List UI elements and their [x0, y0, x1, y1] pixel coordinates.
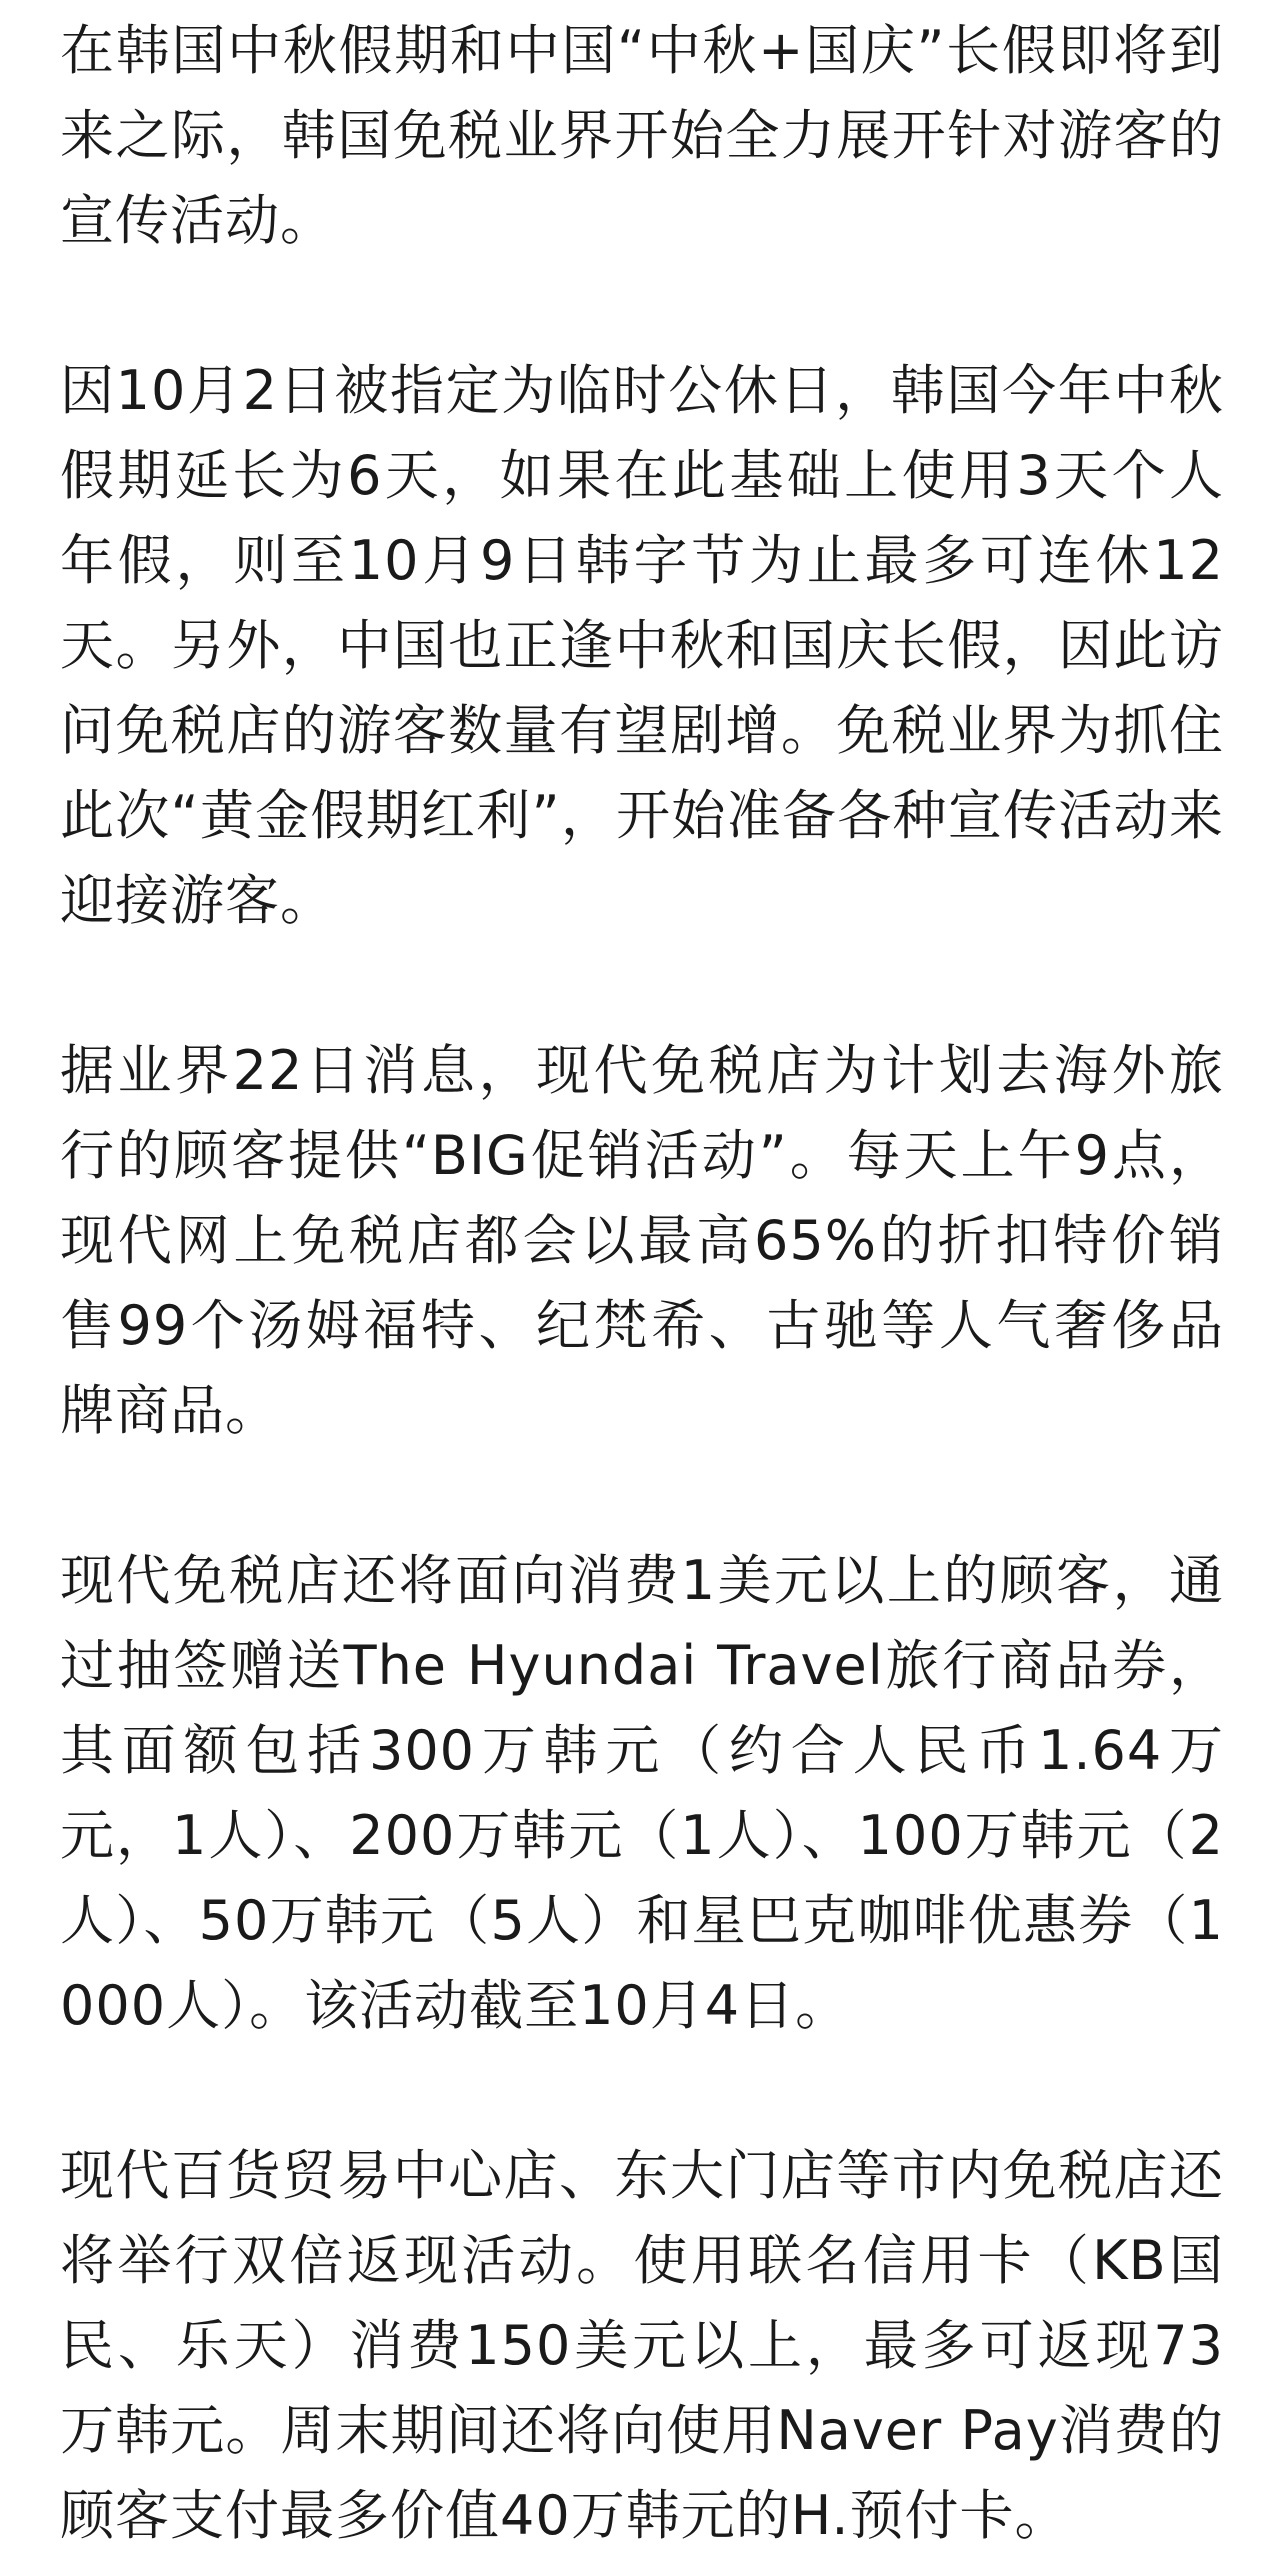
- paragraph-holiday: 因10月2日被指定为临时公休日，韩国今年中秋假期延长为6天，如果在此基础上使用3天个人年假，则至10月9日韩字节为止最多可连休12天。另外，中国也正逢中秋和国庆长假，因此访问免税店的游客数量有望剧增。免税业界为抓住此次“黄金假期红利”，开始准备各种宣传活动来迎接游客。: [60, 359, 1224, 932]
- paragraph-cashback: 现代百货贸易中心店、东大门店等市内免税店还将举行双倍返现活动。使用联名信用卡（KB国民、乐天）消费150美元以上，最多可返现73万韩元。周末期间还将向使用Naver Pay消费的顾客支付最多价值40万韩元的H.预付卡。: [60, 2144, 1224, 2547]
- paragraph-lottery: 现代免税店还将面向消费1美元以上的顾客，通过抽签赠送The Hyundai Travel旅行商品券，其面额包括300万韩元（约合人民币1.64万元，1人）、200万韩元（1人）、100万韩元（2人）、50万韩元（5人）和星巴克咖啡优惠券（1000人）。该活动截至10月4日。: [60, 1549, 1224, 2037]
- paragraph-big-sale: 据业界22日消息，现代免税店为计划去海外旅行的顾客提供“BIG促销活动”。每天上午9点，现代网上免税店都会以最高65%的折扣特价销售99个汤姆福特、纪梵希、古驰等人气奢侈品牌商品。: [60, 1039, 1224, 1442]
- article-body: [60, 8, 1224, 2558]
- paragraph-intro: 在韩国中秋假期和中国“中秋+国庆”长假即将到来之际，韩国免税业界开始全力展开针对游客的宣传活动。: [60, 19, 1224, 252]
